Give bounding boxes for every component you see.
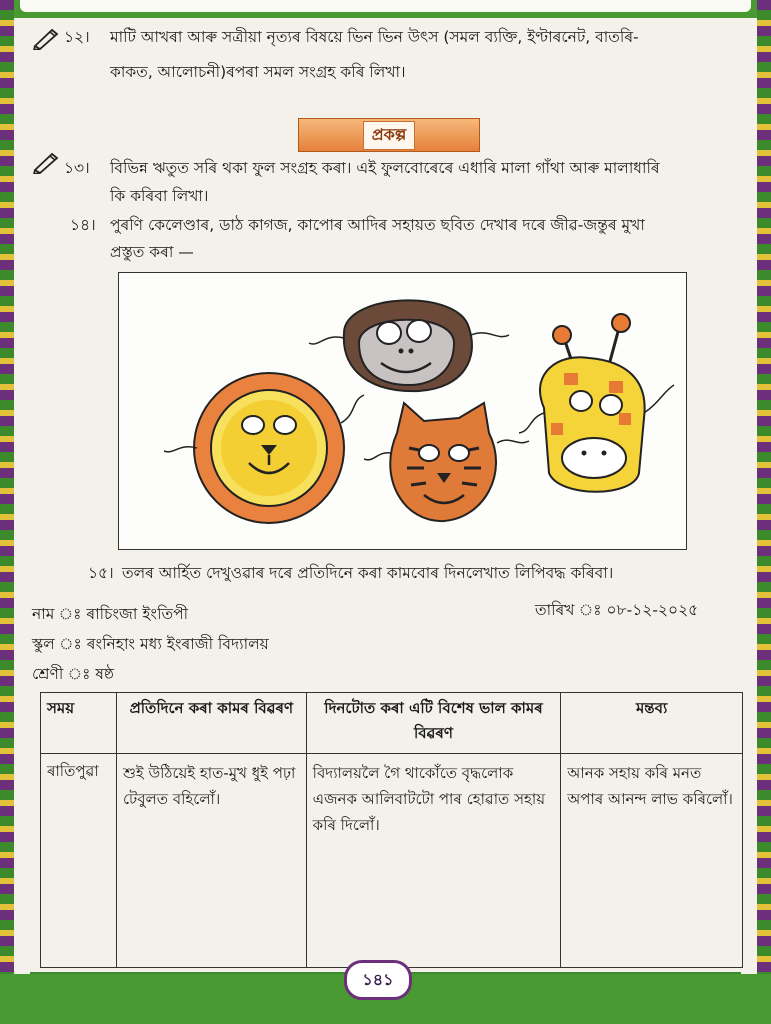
question-13-number: ১৩। <box>64 159 90 177</box>
student-class: শ্ৰেণী ঃ ষষ্ঠ <box>32 665 115 683</box>
tiger-mask-icon <box>364 403 529 521</box>
question-12-line2: কাকত, আলোচনী)ৰপৰা সমল সংগ্ৰহ কৰি লিখা। <box>110 63 406 81</box>
lion-mask-icon <box>164 373 364 523</box>
header-time: সময় <box>41 693 117 754</box>
student-school: স্কুল ঃ ৰংনিহাং মধ্য ইংৰাজী বিদ্যালয় <box>32 635 269 653</box>
question-14-line1: পুৰণি কেলেণ্ডাৰ, ডাঠ কাগজ, কাপোৰ আদিৰ সহায়ত ছবিত দেখাৰ দৰে জীৱ-জন্তুৰ মুখা <box>110 216 645 234</box>
question-13-line1: বিভিন্ন ঋতুত সৰি থকা ফুল সংগ্ৰহ কৰা। এই ফুলবোৰেৰে এধাৰি মালা গাঁথা আৰু মালাধাৰি <box>110 159 660 177</box>
table-header-row <box>41 693 743 754</box>
student-name: নাম ঃ ৰাচিংজা ইংতিপী <box>32 605 189 623</box>
cell-good-deed: বিদ্যালয়লৈ গৈ থাকোঁতে বৃদ্ধলোক এজনক আলিবাটটো পাৰ হোৱাত সহায় কৰি দিলোঁ। <box>306 754 561 968</box>
cell-comment: আনক সহায় কৰি মনত অপাৰ আনন্দ লাভ কৰিলোঁ। <box>561 754 743 968</box>
diary-date: তাৰিখ ঃ ০৮-১২-২০২৫ <box>535 601 699 619</box>
question-13-line2: কি কৰিবা লিখা। <box>110 187 209 205</box>
question-15-number: ১৫। <box>88 564 114 582</box>
cell-time: ৰাতিপুৱা <box>41 754 117 968</box>
diary-table <box>40 692 743 968</box>
pencil-icon <box>32 26 62 50</box>
question-15-text: তলৰ আৰ্হিত দেখুওৱাৰ দৰে প্ৰতিদিনে কৰা কামবোৰ দিনলেখাত লিপিবদ্ধ কৰিবা। <box>122 564 614 582</box>
question-12-number: ১২। <box>64 28 90 46</box>
page-number: ১৪১ <box>344 960 412 1000</box>
question-12-line1: মাটি আখৰা আৰু সত্ৰীয়া নৃত্যৰ বিষয়ে ভিন ভিন উৎস (সমল ব্যক্তি, ইণ্টাৰনেট, বাতৰি- <box>110 28 639 46</box>
question-14-number: ১৪। <box>70 216 96 234</box>
project-banner <box>298 118 480 152</box>
header-daily-work: প্ৰতিদিনে কৰা কামৰ বিৱৰণ <box>116 693 306 754</box>
pencil-icon <box>32 150 62 174</box>
project-title: প্ৰকল্প <box>363 121 416 150</box>
animal-masks-illustration <box>118 272 687 550</box>
page-content <box>30 0 741 1024</box>
cell-daily-work: শুই উঠিয়েই হাত-মুখ ধুই পঢ়া টেবুলত বহিলোঁ। <box>116 754 306 968</box>
question-14-line2: প্ৰস্তুত কৰা — <box>110 243 194 261</box>
header-good-deed: দিনটোত কৰা এটি বিশেষ ভাল কামৰ বিৱৰণ <box>306 693 561 754</box>
left-decorative-border <box>0 0 14 1024</box>
header-comment: মন্তব্য <box>561 693 743 754</box>
right-decorative-border <box>757 0 771 1024</box>
monkey-mask-icon <box>309 300 509 391</box>
table-row <box>41 754 743 968</box>
giraffe-mask-icon <box>519 314 674 492</box>
